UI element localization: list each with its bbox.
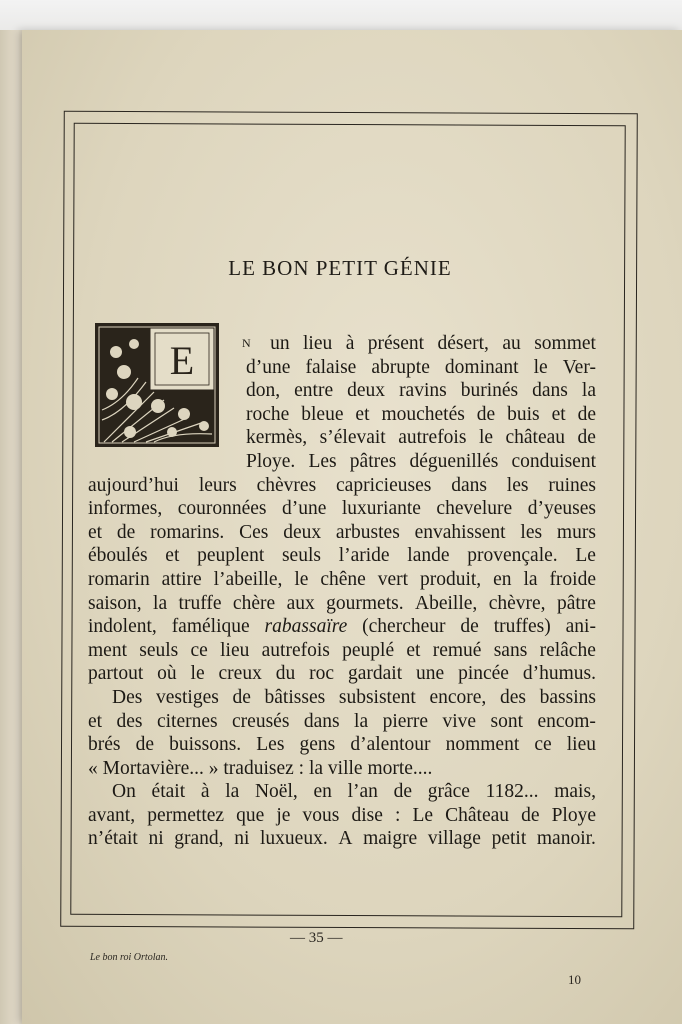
text-word: château: [505, 427, 566, 449]
text-word: ment: [88, 639, 127, 661]
text-word: était: [151, 781, 186, 803]
text-word: relâche: [539, 639, 596, 661]
text-word: la: [354, 710, 369, 732]
text-word: vive: [442, 710, 477, 732]
text-word: ni: [234, 828, 250, 850]
text-word: roc: [309, 663, 335, 685]
text-word: de: [577, 427, 596, 449]
text-word: brés: [88, 734, 121, 756]
text-word: d’alentour: [350, 734, 431, 756]
text-word: abrupte: [371, 356, 430, 378]
text-word: de: [577, 403, 596, 425]
text-word: Le: [575, 545, 596, 567]
text-word: :: [394, 804, 401, 826]
text-line: [88, 757, 596, 781]
text-word: seuls: [139, 639, 179, 661]
text-word: des: [499, 686, 526, 708]
text-word: :: [298, 757, 305, 779]
body-text: [88, 332, 596, 851]
chapter-title: LE BON PETIT GÉNIE: [228, 256, 452, 280]
text-word: attire: [161, 568, 202, 590]
page-number: — 35 —: [290, 930, 343, 946]
text-word: Les: [308, 450, 337, 472]
text-word: falaise: [305, 356, 357, 378]
text-word: vous: [302, 804, 340, 826]
text-word: permettez: [147, 804, 225, 826]
text-word: (chercheur: [362, 616, 446, 638]
text-word: d’une: [281, 498, 327, 520]
text-line: [88, 733, 596, 757]
text-line: [88, 521, 596, 545]
text-word: ce: [190, 639, 208, 661]
text-line: [88, 615, 596, 639]
text-line: [88, 592, 596, 616]
text-word: couronnées: [177, 498, 267, 520]
text-word: peuplent: [197, 545, 265, 567]
text-word: pincée: [458, 663, 509, 685]
text-word: bassins: [539, 686, 596, 708]
text-word: pâtres: [349, 450, 397, 472]
text-word: du: [275, 663, 296, 685]
text-word: Mortavière...: [102, 757, 204, 779]
text-word: lieu: [220, 639, 250, 661]
text-word: Ces: [239, 521, 269, 543]
text-word: Ploye.: [246, 450, 296, 472]
text-word: N: [242, 336, 251, 350]
text-word: chêne: [320, 568, 366, 590]
text-word: romarins.: [150, 521, 225, 543]
text-word: sans: [493, 639, 528, 661]
text-word: d’yeuses: [527, 498, 596, 520]
text-word: creusés: [232, 710, 290, 732]
text-word: village: [427, 828, 481, 850]
text-word: dominant: [444, 356, 519, 378]
text-word: Noël,: [254, 781, 298, 803]
text-word: et: [551, 403, 566, 425]
text-word: Des: [112, 686, 143, 708]
text-word: Abeille,: [415, 592, 478, 614]
text-line: [88, 639, 596, 663]
text-word: lieu: [566, 734, 596, 756]
text-word: luxueux.: [260, 828, 328, 850]
text-word: arbustes: [335, 521, 400, 543]
text-word: chère: [232, 592, 276, 614]
text-word: au: [502, 333, 521, 354]
text-word: kermès,: [246, 427, 308, 449]
text-word: pierre: [382, 710, 429, 732]
text-line: [88, 780, 596, 804]
text-word: murs: [556, 521, 596, 543]
text-line: [88, 332, 596, 356]
text-line: [88, 356, 596, 380]
text-word: de: [135, 734, 154, 756]
text-line: [88, 804, 596, 828]
text-word: dise: [351, 804, 383, 826]
text-word: luxuriante: [341, 498, 421, 520]
text-word: désert,: [437, 333, 489, 354]
text-word: nomment: [445, 734, 520, 756]
text-word: romarin: [88, 568, 150, 590]
text-word: bâtisses: [264, 686, 326, 708]
text-word: don,: [246, 380, 281, 402]
text-word: et: [406, 639, 421, 661]
text-word: dans: [532, 380, 568, 402]
text-word: d’une: [246, 356, 291, 378]
text-word: froide: [549, 568, 596, 590]
text-word: remué: [432, 639, 482, 661]
text-word: la: [523, 568, 538, 590]
text-word: d’humus.: [522, 663, 596, 685]
text-word: une: [416, 663, 445, 685]
text-word: éboulés: [88, 545, 148, 567]
text-word: ravins: [399, 380, 447, 402]
text-word: encom-: [537, 710, 596, 732]
text-word: Ver-: [562, 356, 596, 378]
text-word: vert: [377, 568, 409, 590]
text-word: Le: [412, 804, 434, 826]
text-word: de: [460, 616, 479, 638]
text-line: [88, 426, 596, 450]
text-word: les: [520, 521, 543, 543]
text-word: »: [208, 757, 219, 779]
text-word: les: [506, 474, 529, 496]
text-word: truffes): [493, 616, 551, 638]
text-word: chèvre,: [488, 592, 546, 614]
text-word: de: [116, 521, 136, 543]
text-word: l’aride: [338, 545, 390, 567]
text-word: et: [355, 403, 370, 425]
text-word: s’élevait: [319, 427, 386, 449]
text-word: avant,: [88, 804, 136, 826]
text-line: [88, 403, 596, 427]
text-word: et: [88, 521, 103, 543]
text-word: ville: [327, 757, 363, 779]
text-word: petit: [491, 828, 527, 850]
text-word: «: [88, 757, 98, 779]
text-word: citernes: [156, 710, 218, 732]
text-word: de: [393, 781, 412, 803]
text-word: en: [313, 781, 332, 803]
text-word: ce: [534, 734, 552, 756]
text-word: manoir.: [536, 828, 596, 850]
text-word: A: [338, 828, 353, 850]
text-word: grâce: [427, 781, 470, 803]
text-word: en: [493, 568, 512, 590]
text-word: l’an: [347, 781, 378, 803]
text-word: bleue: [301, 403, 344, 425]
text-word: encore,: [429, 686, 487, 708]
text-word: la: [225, 781, 240, 803]
text-word: envahissent: [414, 521, 506, 543]
sheet-number: 10: [568, 972, 581, 987]
text-word: conduisent: [511, 450, 596, 472]
text-word: Ploye: [551, 804, 596, 826]
text-word: je: [276, 804, 291, 826]
text-word: maigre: [363, 828, 418, 850]
text-word: saison,: [88, 592, 142, 614]
text-word: partout: [88, 663, 144, 685]
text-word: le: [478, 427, 494, 449]
text-word: gardait: [347, 663, 403, 685]
text-word: des: [116, 710, 143, 732]
text-word: de: [232, 686, 251, 708]
text-word: le: [294, 568, 309, 590]
text-word: sont: [490, 710, 523, 732]
text-word: autrefois: [261, 639, 330, 661]
text-word: peuplé: [342, 639, 395, 661]
text-word: où: [157, 663, 177, 685]
text-word: ani-: [565, 616, 596, 638]
text-word: gourmets.: [326, 592, 404, 614]
text-word: traduisez: [223, 757, 294, 779]
text-word: l’abeille,: [213, 568, 283, 590]
text-word: On: [112, 781, 136, 803]
text-word: roche: [246, 403, 290, 425]
text-word: à: [345, 333, 355, 354]
text-word: capricieuses: [336, 474, 432, 496]
text-word: provençale.: [467, 545, 558, 567]
text-word: le: [190, 663, 205, 685]
text-word: indolent,: [88, 616, 157, 638]
text-word: creux: [218, 663, 262, 685]
text-line: [88, 450, 596, 474]
text-word: aujourd’hui: [88, 474, 179, 496]
text-line: [88, 497, 596, 521]
text-word: n’était: [88, 828, 138, 850]
text-word: mouchetés: [381, 403, 465, 425]
text-word: Château: [445, 804, 509, 826]
text-word: ni: [148, 828, 164, 850]
text-word: deux: [283, 521, 322, 543]
text-word: et: [165, 545, 180, 567]
signature-mark: Le bon roi Ortolan.: [90, 952, 168, 963]
text-word: de: [521, 804, 540, 826]
text-word: famélique: [171, 616, 250, 638]
text-word: de: [476, 403, 496, 425]
text-line: [88, 827, 596, 851]
text-line: [88, 379, 596, 403]
text-word: entre: [294, 380, 334, 402]
text-word: Les: [256, 734, 285, 756]
text-line: [88, 568, 596, 592]
text-word: que: [236, 804, 265, 826]
text-word: pâtre: [556, 592, 596, 614]
text-word: aux: [286, 592, 315, 614]
text-word: et: [88, 710, 103, 732]
text-word: buis: [507, 403, 540, 425]
text-word: sommet: [534, 333, 596, 354]
text-word: dans: [303, 710, 340, 732]
text-word: burinés: [460, 380, 519, 402]
text-word: autrefois: [398, 427, 467, 449]
text-word: la: [153, 592, 168, 614]
text-word: produit,: [419, 568, 482, 590]
text-word: le: [533, 356, 548, 378]
text-word: gens: [299, 734, 336, 756]
text-word: déguenillés: [409, 450, 499, 472]
text-word: présent: [367, 333, 425, 354]
text-line: [88, 474, 596, 498]
text-line: [88, 686, 596, 710]
text-word: un: [270, 333, 290, 354]
text-word: la: [581, 380, 596, 402]
text-line: [88, 710, 596, 734]
text-word: seuls: [281, 545, 321, 567]
text-word: lande: [407, 545, 450, 567]
text-word: buissons.: [169, 734, 242, 756]
text-line: [88, 662, 596, 686]
text-word: informes,: [88, 498, 163, 520]
text-word: la: [308, 757, 324, 779]
text-word: grand,: [174, 828, 224, 850]
text-word: vestiges: [155, 686, 219, 708]
text-line: [88, 544, 596, 568]
text-word: chèvres: [256, 474, 317, 496]
text-word: mais,: [554, 781, 596, 803]
drop-cap-letter: E: [169, 338, 195, 383]
text-word: rabassaïre: [264, 616, 348, 638]
text-word: chevelure: [436, 498, 513, 520]
text-word: leurs: [198, 474, 237, 496]
text-word: 1182...: [485, 781, 539, 803]
text-word: truffe: [178, 592, 222, 614]
text-word: dans: [451, 474, 487, 496]
text-word: morte....: [367, 757, 433, 779]
text-word: subsistent: [338, 686, 416, 708]
text-word: deux: [347, 380, 386, 402]
text-word: lieu: [303, 333, 333, 354]
text-word: à: [200, 781, 210, 803]
text-word: ruines: [548, 474, 596, 496]
